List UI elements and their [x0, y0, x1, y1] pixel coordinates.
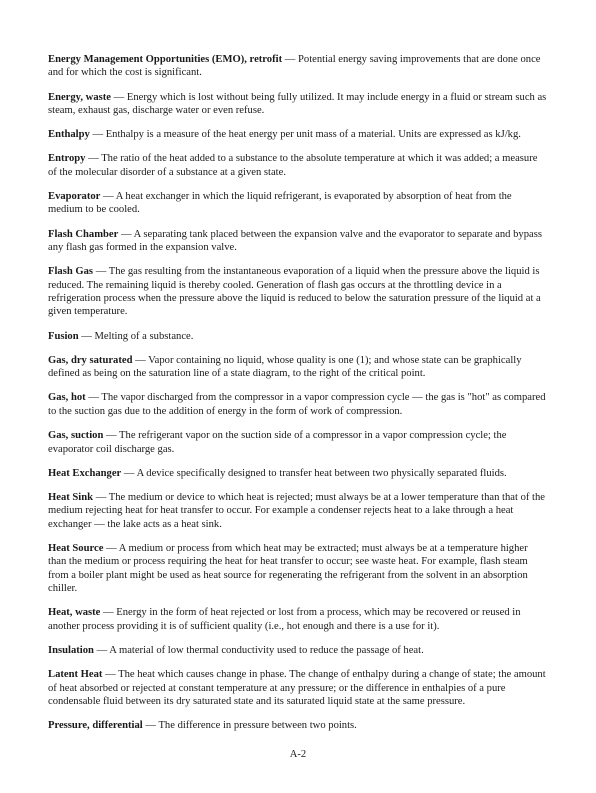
term-separator: —: [103, 430, 120, 442]
glossary-term: Heat Sink: [48, 491, 94, 503]
term-separator: —: [118, 228, 134, 240]
term-separator: —: [93, 491, 109, 503]
term-separator: —: [78, 330, 95, 342]
glossary-list: [48, 53, 548, 743]
glossary-definition: Potential energy saving improvements that are done once and for which the cost is significant.: [48, 54, 541, 79]
glossary-term: Insulation: [48, 644, 94, 656]
term-separator: —: [102, 669, 119, 681]
glossary-definition: The vapor discharged from the compressor in a vapor compression cycle — the gas is "hot" as compared to the suction gas due to the addition of energy in the form of work of compression.: [48, 392, 546, 417]
glossary-definition: The gas resulting from the instantaneous evaporation of a liquid when the pressure above the liquid is reduced. The remaining liquid is thereby cooled. Generation of flash gas occurs at the throttling device in a refrigeration process when the pressure above the liquid is reduced to below the saturation pressure of the liquid at a given temperature.: [48, 266, 541, 318]
glossary-entry: [48, 719, 548, 732]
glossary-entry: [48, 429, 548, 456]
term-separator: —: [103, 542, 119, 554]
glossary-term: Fusion: [48, 330, 79, 342]
term-separator: —: [132, 354, 149, 366]
term-separator: —: [142, 720, 159, 732]
term-separator: —: [89, 129, 106, 141]
glossary-definition: Energy which is lost without being fully utilized. It may include energy in a fluid or stream such as steam, exhaust gas, discharge water or even refuse.: [48, 91, 547, 117]
glossary-definition: The difference in pressure between two points.: [158, 720, 357, 732]
term-separator: —: [110, 91, 127, 103]
glossary-entry: [48, 228, 548, 255]
glossary-entry: [48, 391, 548, 418]
glossary-definition: A medium or process from which heat may be extracted; must always be at a temperature higher than the medium or process requiring the heat for heat transfer to occur; see waste heat. For example, flash steam from a boiler plant might be used as heat source for regenerating the refrigerant from the solvent in an absorption chiller.: [48, 542, 528, 595]
term-separator: —: [93, 644, 110, 656]
glossary-term: Gas, hot: [48, 392, 86, 404]
glossary-entry: [48, 91, 548, 118]
glossary-definition: Enthalpy is a measure of the heat energy per unit mass of a material. Units are expressed as kJ/kg.: [105, 129, 521, 141]
page-number: A-2: [289, 749, 307, 760]
glossary-entry: [48, 467, 548, 480]
glossary-definition: The ratio of the heat added to a substance to the absolute temperature at which it was added; a measure of the molecular disorder of a substance at a given state.: [48, 153, 538, 178]
glossary-term: Flash Gas: [48, 266, 94, 278]
glossary-definition: The refrigerant vapor on the suction side of a compressor in a vapor compression cycle; the evaporator coil discharge gas.: [48, 430, 507, 455]
glossary-definition: A material of low thermal conductivity used to reduce the passage of heat.: [109, 644, 424, 656]
glossary-definition: Vapor containing no liquid, whose quality is one (1); and whose state can be graphically defined as being on the saturation line of a state diagram, to the right of the critical point.: [48, 354, 522, 380]
glossary-term: Enthalpy: [48, 129, 90, 141]
glossary-entry: [48, 668, 548, 708]
glossary-term: Pressure, differential: [48, 720, 143, 732]
glossary-term: Flash Chamber: [48, 228, 119, 240]
glossary-entry: [48, 330, 548, 343]
glossary-definition: The medium or device to which heat is rejected; must always be at a lower temperature than that of the medium rejecting heat for heat transfer to occur. For example a condenser rejects heat to a lake through a heat exchanger — the lake acts as a heat sink.: [48, 491, 545, 530]
term-separator: —: [85, 392, 102, 404]
glossary-term: Heat, waste: [48, 607, 101, 619]
glossary-entry: [48, 354, 548, 381]
glossary-entry: [48, 128, 548, 141]
glossary-term: Entropy: [48, 153, 86, 165]
glossary-term: Latent Heat: [48, 669, 103, 681]
glossary-entry: [48, 53, 548, 80]
term-separator: —: [121, 467, 137, 479]
term-separator: —: [93, 266, 109, 278]
glossary-entry: [48, 265, 548, 319]
glossary-definition: A device specifically designed to transfer heat between two physically separated fluids.: [136, 467, 507, 479]
glossary-entry: [48, 644, 548, 657]
glossary-entry: [48, 491, 548, 531]
glossary-entry: [48, 542, 548, 596]
glossary-term: Heat Exchanger: [48, 467, 122, 479]
term-separator: —: [282, 54, 298, 65]
glossary-term: Heat Source: [48, 542, 104, 554]
glossary-definition: Melting of a substance.: [94, 330, 194, 342]
term-separator: —: [85, 153, 102, 165]
glossary-term: Evaporator: [48, 191, 101, 203]
glossary-term: Gas, suction: [48, 430, 104, 442]
glossary-term: Energy Management Opportunities (EMO), retrofit: [48, 54, 283, 65]
glossary-definition: A heat exchanger in which the liquid refrigerant, is evaporated by absorption of heat from the medium to be cooled.: [48, 191, 512, 216]
glossary-definition: The heat which causes change in phase. The change of enthalpy during a change of state; the amount of heat absorbed or rejected at constant temperature at any pressure; or the difference in enthalpies of a pure condensable fluid between its dry saturated state and its saturated liquid state at the same pressure.: [48, 669, 546, 707]
glossary-entry: [48, 606, 548, 633]
glossary-entry: [48, 152, 548, 179]
term-separator: —: [100, 607, 117, 619]
glossary-term: Energy, waste: [48, 91, 111, 103]
glossary-term: Gas, dry saturated: [48, 354, 133, 366]
glossary-entry: [48, 190, 548, 217]
glossary-definition: A separating tank placed between the expansion valve and the evaporator to separate and bypass any flash gas formed in the expansion valve.: [48, 228, 542, 254]
glossary-definition: Energy in the form of heat rejected or lost from a process, which may be recovered or reused in another process providing it is of sufficient quality (i.e., hot enough and there is a use for it).: [48, 607, 521, 632]
term-separator: —: [100, 191, 116, 203]
